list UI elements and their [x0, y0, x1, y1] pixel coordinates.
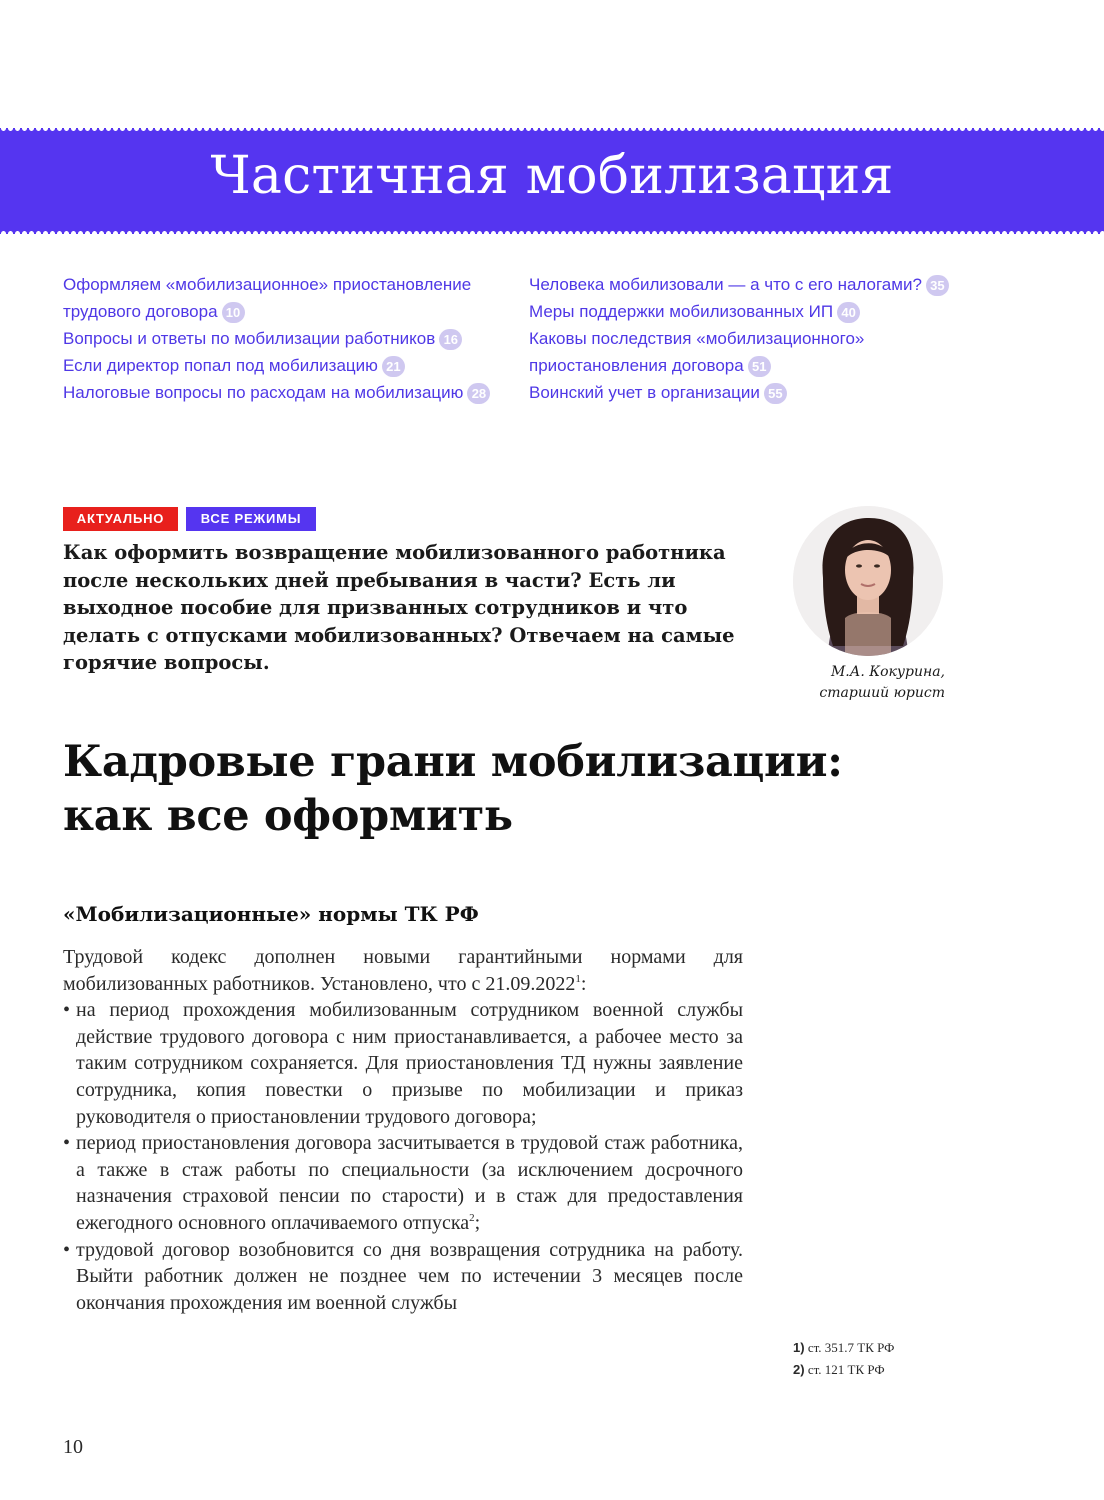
toc-item[interactable]: Налоговые вопросы по расходам на мобилизацию 28 — [63, 379, 513, 406]
list-item: • на период прохождения мобилизованным сотрудником военной службы действие трудового договора с ним приостанавливается, а рабочее место за таким сотрудником сохраняется. Для приостановления ТД нужны заявление сотрудника, копия повестки о призыве по мобилизации и приказ руководителя о приостановлении трудового договора; — [63, 997, 743, 1130]
author-position: старший юрист — [819, 685, 945, 701]
article-body — [63, 944, 743, 1316]
page-badge: 16 — [439, 329, 462, 350]
footnotes — [793, 1337, 894, 1381]
footnote-ref[interactable]: 2 — [469, 1211, 475, 1224]
footnote: 2) ст. 121 ТК РФ — [793, 1362, 885, 1377]
footnote: 1) ст. 351.7 ТК РФ — [793, 1340, 895, 1355]
author-caption — [770, 662, 945, 704]
section-heading: «Мобилизационные» нормы ТК РФ — [63, 902, 479, 926]
toc-left-column — [63, 271, 513, 406]
article-title: Кадровые грани мобилизации: как все оформить — [63, 737, 843, 841]
list-item: • трудовой договор возобновится со дня возвращения сотрудника на работу. Выйти работник должен не позднее чем по истечении 3 месяцев после окончания прохождения им военной службы — [63, 1237, 743, 1317]
page-badge: 10 — [222, 302, 245, 323]
section-title: Частичная мобилизация — [210, 146, 894, 206]
toc-item[interactable]: Человека мобилизовали — а что с его налогами? 35 — [529, 271, 1009, 298]
toc-item[interactable]: Меры поддержки мобилизованных ИП 40 — [529, 298, 1009, 325]
author-portrait-icon — [793, 506, 943, 656]
footnote-ref[interactable]: 1 — [575, 972, 581, 985]
author-photo — [793, 506, 943, 656]
page-number: 10 — [63, 1436, 83, 1458]
tag-actual: АКТУАЛЬНО — [63, 507, 178, 531]
page-badge: 40 — [837, 302, 860, 323]
toc-item[interactable]: трудового договора 10 — [63, 298, 513, 325]
list-item: • период приостановления договора засчитывается в трудовой стаж работника, а также в стаж работы по специальности (за исключением досрочного назначения страховой пенсии по старости) и в стаж для предоставления ежегодного основного оплачиваемого отпуска$^2$; — [63, 1130, 743, 1236]
toc-item[interactable]: приостановления договора 51 — [529, 352, 1009, 379]
page-badge: 55 — [764, 383, 787, 404]
toc-item[interactable]: Вопросы и ответы по мобилизации работников 16 — [63, 325, 513, 352]
toc-right-column — [529, 271, 1009, 406]
intro-paragraph: Трудовой кодекс дополнен новыми гарантийными нормами для мобилизованных работников. Установлено, что с 21.09.2022$^1$: — [63, 946, 743, 995]
toc-item[interactable]: Воинский учет в организации 55 — [529, 379, 1009, 406]
page-badge: 35 — [926, 275, 949, 296]
tag-all-regimes: ВСЕ РЕЖИМЫ — [186, 507, 316, 531]
page-badge: 28 — [467, 383, 490, 404]
toc-item[interactable]: Оформляем «мобилизационное» приостановление — [63, 275, 472, 294]
page-badge: 51 — [748, 356, 771, 377]
norms-list — [63, 997, 743, 1316]
toc-item[interactable]: Каковы последствия «мобилизационного» — [529, 329, 865, 348]
author-name: М.А. Кокурина, — [830, 664, 945, 680]
section-banner — [0, 128, 1104, 234]
page-badge: 21 — [382, 356, 405, 377]
toc-item[interactable]: Если директор попал под мобилизацию 21 — [63, 352, 513, 379]
lead-paragraph: Как оформить возвращение мобилизованного работника после нескольких дней пребывания в части? Есть ли выходное пособие для призванных сотрудников и что делать с отпусками мобилизованных? Отвечаем на самые горячие вопросы. — [63, 541, 735, 674]
